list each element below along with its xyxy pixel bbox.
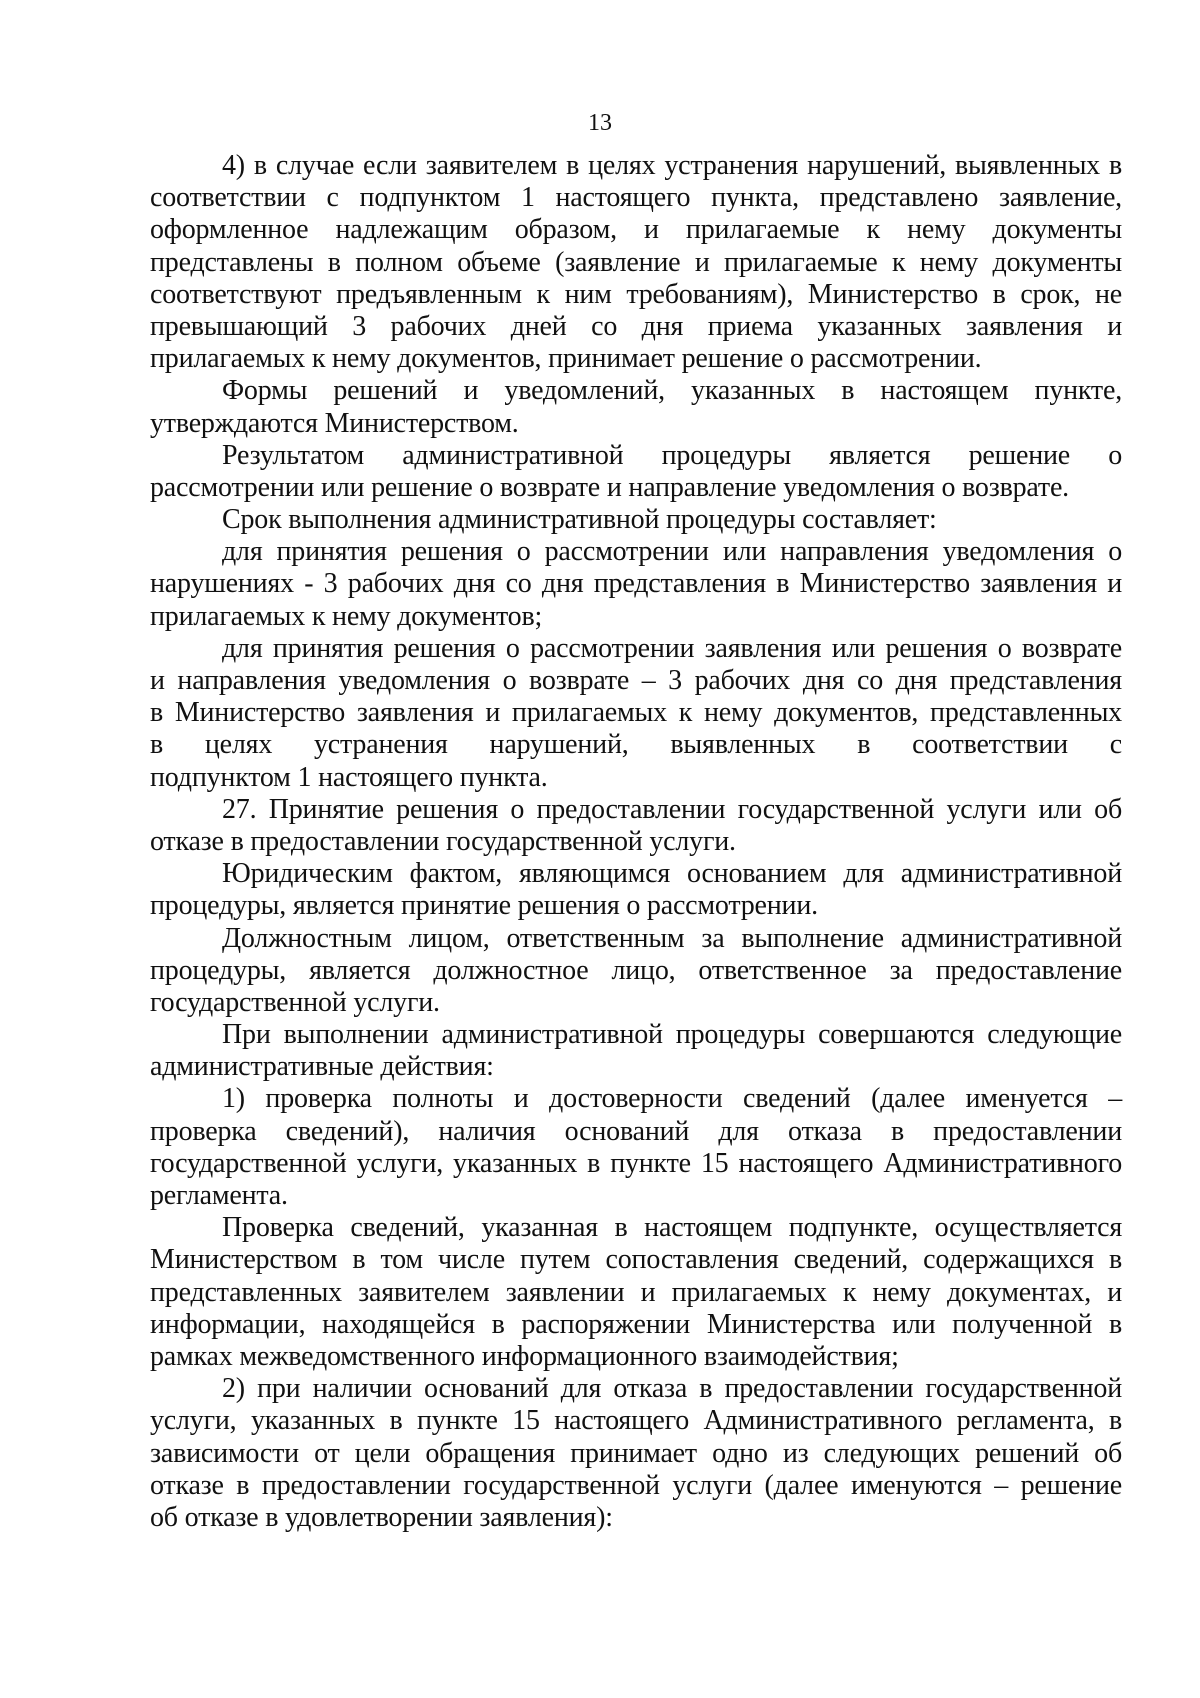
- text-line: проверка сведений), наличия оснований для отказа в предоставлении: [150, 1115, 1122, 1147]
- text-line: услуги, указанных в пункте 15 настоящего Административного регламента, в: [150, 1405, 1122, 1437]
- text-line: 1) проверка полноты и достоверности сведений (далее именуется –: [222, 1083, 1122, 1115]
- text-line: прилагаемых к нему документов;: [150, 600, 543, 632]
- text-line: процедуры, является должностное лицо, ответственное за предоставление: [150, 954, 1122, 986]
- page-number: 13: [588, 110, 612, 136]
- text-line: представленных заявителем заявлении и прилагаемых к нему документах, и: [150, 1276, 1122, 1308]
- text-line: 4) в случае если заявителем в целях устранения нарушений, выявленных в: [222, 150, 1122, 181]
- text-line: отказе в предоставлении государственной услуги (далее именуются – решение: [150, 1469, 1122, 1501]
- text-line: государственной услуги, указанных в пункте 15 настоящего Административного: [150, 1147, 1122, 1179]
- text-line: Результатом административной процедуры является решение о: [222, 439, 1122, 471]
- document-body: [150, 150, 1122, 1534]
- text-line: процедуры, является принятие решения о рассмотрении.: [150, 890, 818, 922]
- text-line: Должностным лицом, ответственным за выполнение административной: [222, 922, 1122, 954]
- text-line: нарушениях - 3 рабочих дня со дня представления в Министерство заявления и: [150, 568, 1122, 600]
- text-line: в Министерство заявления и прилагаемых к нему документов, представленных: [150, 697, 1122, 729]
- text-line: государственной услуги.: [150, 986, 440, 1018]
- text-line: При выполнении административной процедуры совершаются следующие: [222, 1019, 1122, 1051]
- text-line: информации, находящейся в распоряжении Министерства или полученной в: [150, 1308, 1122, 1340]
- text-line: для принятия решения о рассмотрении заявления или решения о возврате: [222, 632, 1122, 664]
- text-line: утверждаются Министерством.: [150, 407, 519, 439]
- text-line: Министерством в том числе путем сопоставления сведений, содержащихся в: [150, 1244, 1122, 1276]
- text-line: превышающий 3 рабочих дней со дня приема указанных заявления и: [150, 310, 1122, 342]
- text-line: оформленное надлежащим образом, и прилагаемые к нему документы: [150, 214, 1122, 246]
- text-line: рамках межведомственного информационного взаимодействия;: [150, 1340, 899, 1372]
- text-line: соответствуют предъявленным к ним требованиям), Министерство в срок, не: [150, 278, 1122, 310]
- text-line: прилагаемых к нему документов, принимает решение о рассмотрении.: [150, 343, 982, 375]
- text-line: Срок выполнения административной процедуры составляет:: [222, 504, 937, 536]
- text-line: административные действия:: [150, 1051, 494, 1083]
- text-line: и направления уведомления о возврате – 3 рабочих дня со дня представления: [150, 665, 1122, 696]
- text-line: регламента.: [150, 1180, 288, 1211]
- text-line: Проверка сведений, указанная в настоящем подпункте, осуществляется: [222, 1212, 1122, 1244]
- text-line: зависимости от цели обращения принимает одно из следующих решений об: [150, 1437, 1122, 1469]
- text-line: об отказе в удовлетворении заявления):: [150, 1501, 613, 1533]
- text-line: Формы решений и уведомлений, указанных в настоящем пункте,: [222, 375, 1122, 407]
- text-line: рассмотрении или решение о возврате и направление уведомления о возврате.: [150, 471, 1069, 503]
- text-line: подпунктом 1 настоящего пункта.: [150, 761, 548, 793]
- text-line: Юридическим фактом, являющимся основанием для административной: [222, 858, 1122, 890]
- text-line: 2) при наличии оснований для отказа в предоставлении государственной: [222, 1373, 1122, 1405]
- text-line: 27. Принятие решения о предоставлении государственной услуги или об: [222, 793, 1122, 825]
- text-line: представлены в полном объеме (заявление и прилагаемые к нему документы: [150, 246, 1122, 278]
- text-line: в целях устранения нарушений, выявленных в соответствии с: [150, 729, 1122, 761]
- text-line: соответствии с подпунктом 1 настоящего пункта, представлено заявление,: [150, 182, 1122, 214]
- text-line: для принятия решения о рассмотрении или направления уведомления о: [222, 536, 1122, 568]
- text-line: отказе в предоставлении государственной услуги.: [150, 825, 736, 857]
